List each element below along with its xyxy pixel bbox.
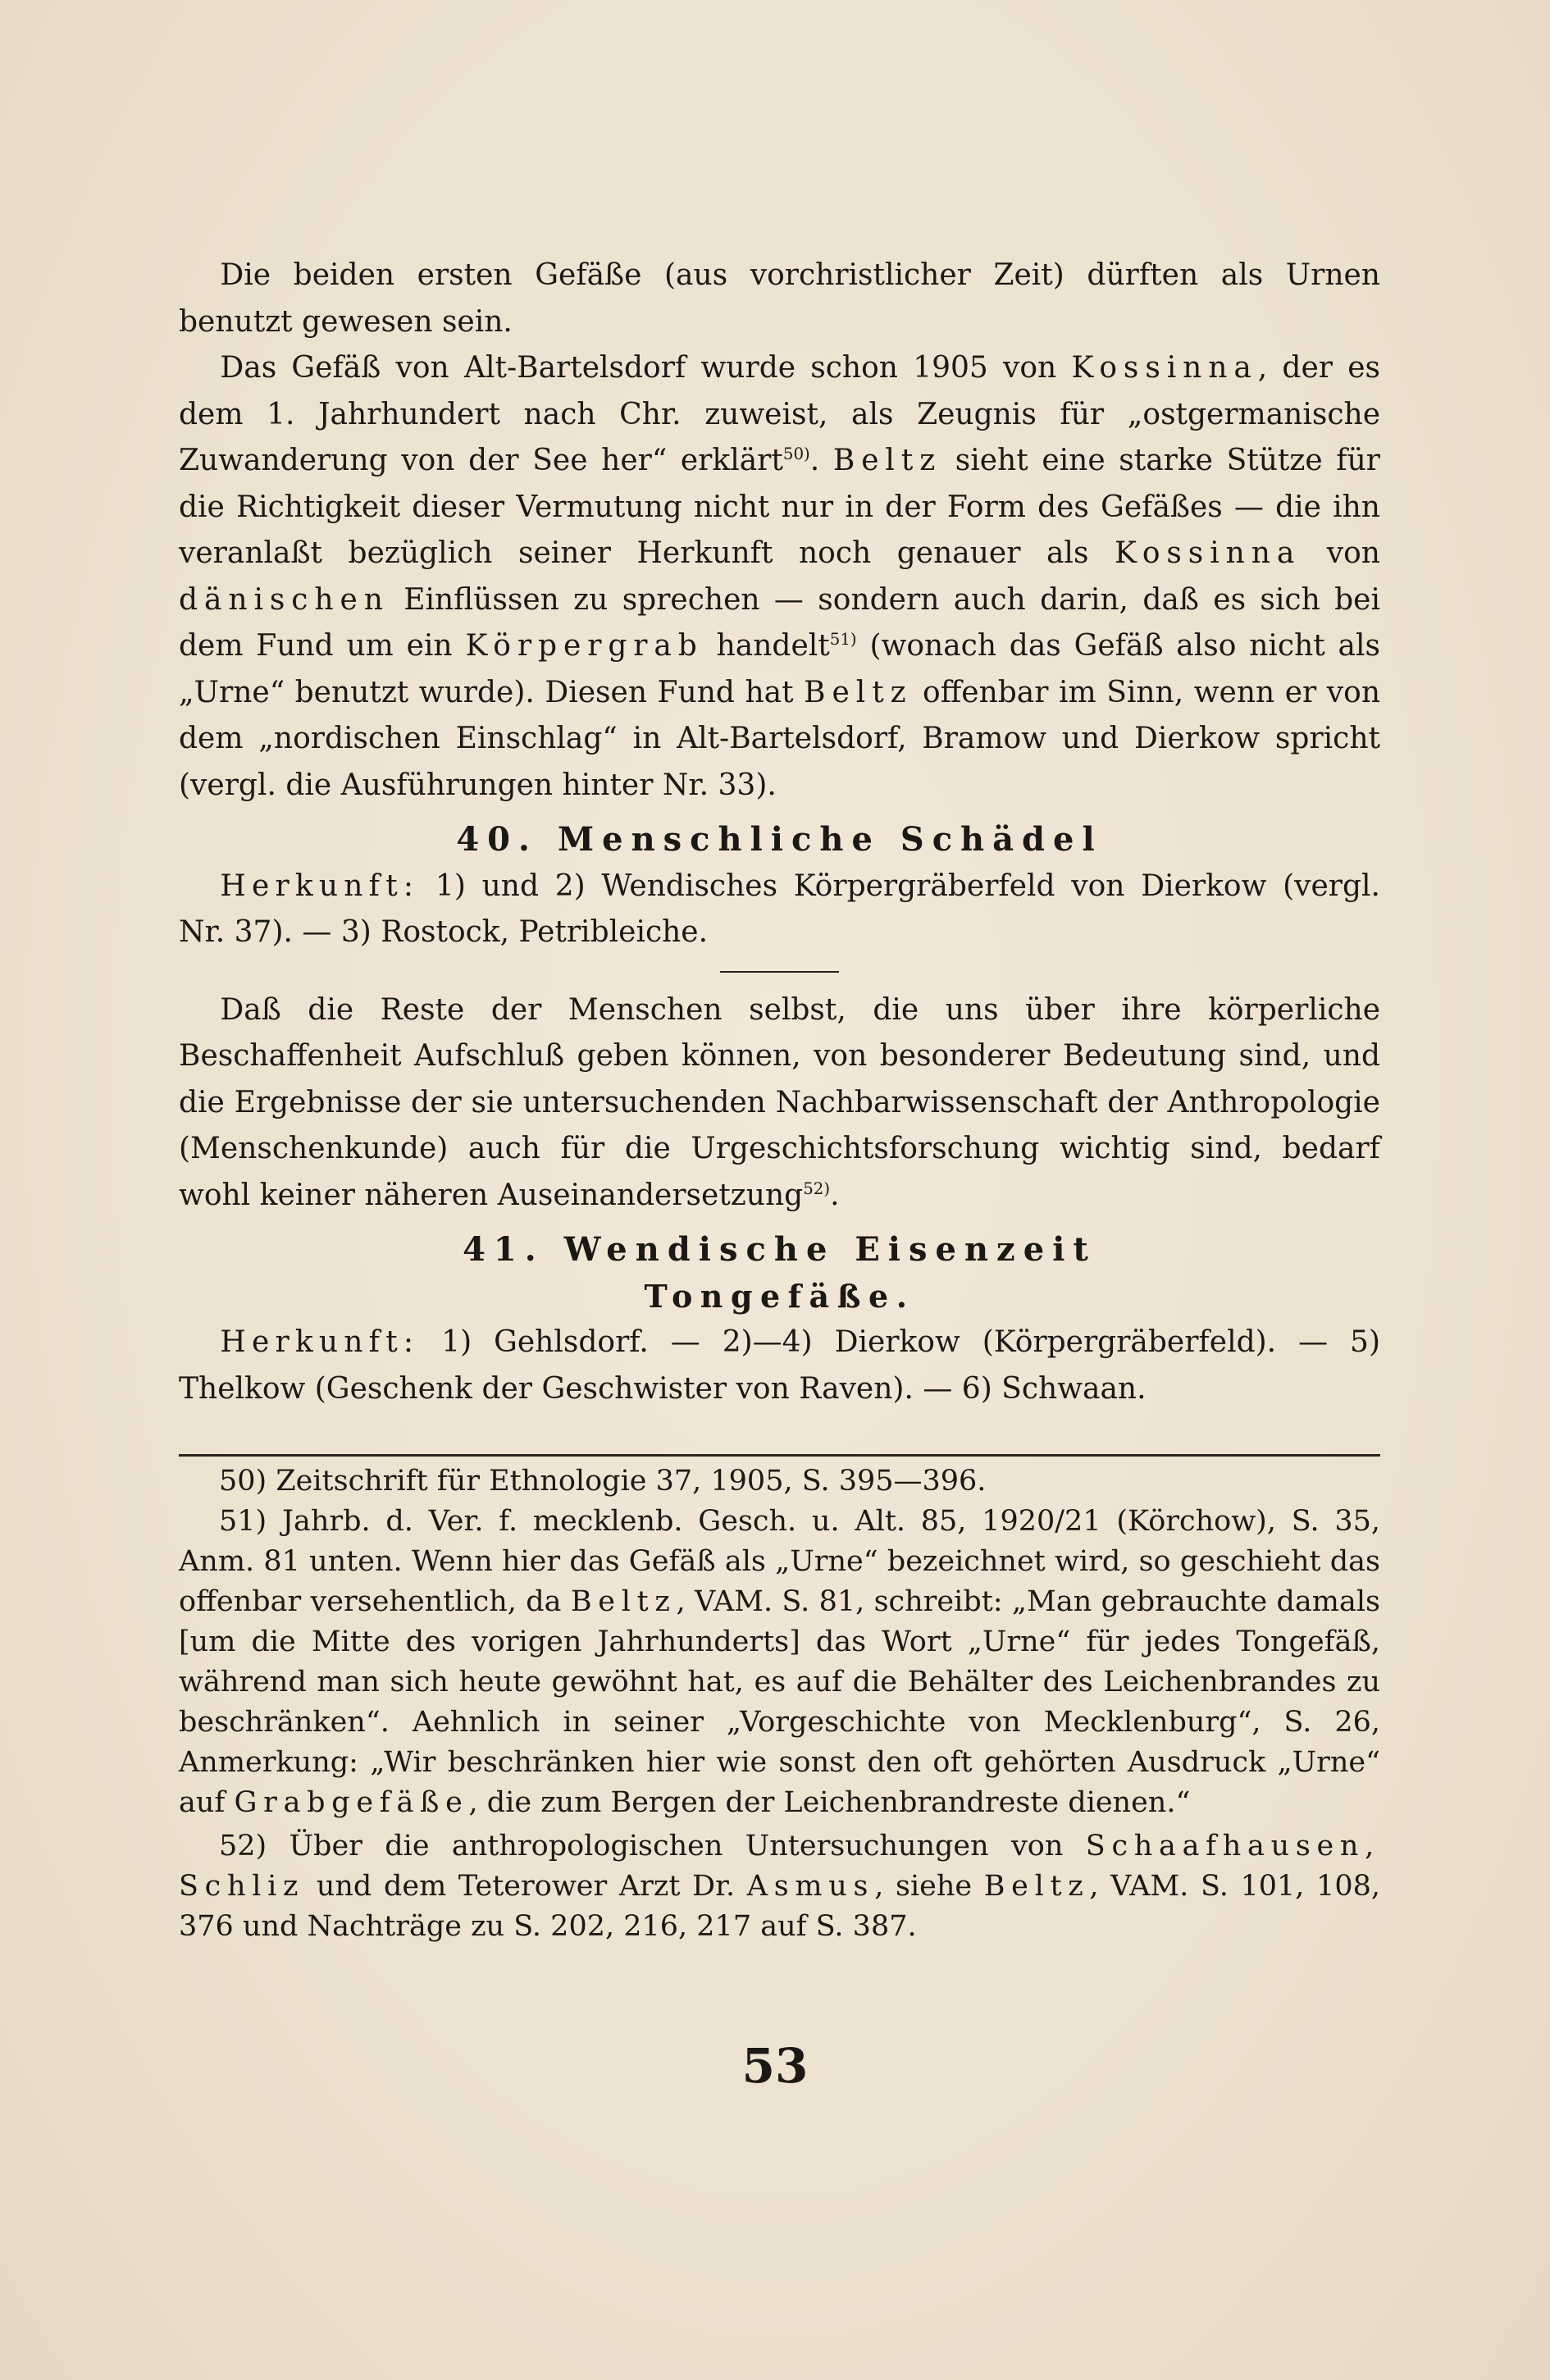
paragraph-alt-bartelsdorf [179,345,1380,809]
herkunft-text: 1) und 2) Wendisches Körpergräberfeld von Dierkow (vergl. Nr. 37). — 3) Rostock, Petribleiche. [179,869,1380,949]
name-kossinna: Kossinna [1071,351,1258,385]
section-title: Menschliche Schädel [557,820,1103,859]
text-run: Das Gefäß von Alt-Bartelsdorf wurde schon 1905 von [220,351,1057,385]
herkunft-41 [179,1320,1380,1412]
text-run: handelt [716,629,830,663]
footnote-ref-52: 52) [803,1179,831,1198]
paragraph-anthropologie [179,987,1380,1220]
footnote-50: 50) Zeitschrift für Ethnologie 37, 1905, S. 395—396. [219,1465,987,1498]
name-asmus: Asmus [746,1870,875,1903]
names-schaafhausen-schliz: Schaafhausen, Schliz [179,1830,1380,1903]
page-number: 53 [741,2038,809,2094]
section-number: 41. [463,1230,545,1269]
main-text [179,253,1380,1412]
text-run: 51) Jahrb. d. Ver. f. mecklenb. Gesch. u. Alt. 85, 1920/21 (Körchow), S. 35, Anm. 81 unten. Wenn hier das Gefäß als „Urne“ bezeichnet wird, so geschieht das offenbar versehentlich, da [179,1505,1380,1618]
section-title: Wendische Eisenzeit [563,1230,1096,1269]
herkunft-text: 1) Gehlsdorf. — 2)—4) Dierkow (Körpergräberfeld). — 5) Thelkow (Geschenk der Geschwister von Raven). — 6) Schwaan. [179,1325,1381,1406]
text-run: , VAM. S. 101, 108, 376 und Nachträge zu S. 202, 216, 217 auf S. 387. [179,1870,1380,1943]
emphasis-koerpergrab: Körpergrab [465,629,704,663]
text-run: , VAM. S. 81, schreibt: „Man gebrauchte damals [um die Mitte des vorigen Jahrhunderts] das Wort „Urne“ für jedes Tongefäß, während man sich heute gewöhnt hat, es auf die Behälter des Leichenbrandes zu beschränken“. Aehnlich in seiner „Vorgeschichte von Mecklenburg“, S. 26, Anmerkung: „Wir beschränken hier wie sonst den oft gehörten Ausdruck „Urne“ auf [179,1585,1380,1819]
text-run: , siehe [874,1870,973,1903]
name-beltz: Beltz [983,1870,1090,1903]
footnote-separator [179,1454,1380,1457]
divider [720,971,839,973]
herkunft-label: Herkunft: [220,1325,420,1359]
footnote-ref-51: 51) [829,630,857,649]
text-run: offenbar im Sinn, wenn er von dem „nordischen Einschlag“ in Alt-Bartelsdorf, Bramow und Dierkow spricht (vergl. die Ausführungen hinter Nr. 33). [179,675,1380,802]
section-heading-40 [179,817,1380,864]
text-run: 52) Über die anthropologischen Untersuchungen von [219,1830,1064,1863]
section-heading-41 [179,1227,1380,1274]
paragraph-urnen [179,253,1380,345]
text-run: , der es dem 1. Jahrhundert nach Chr. zuweist, als Zeugnis für „ostgermanische Zuwanderung von der See her“ erklärt [179,351,1380,477]
name-beltz: Beltz [804,675,913,709]
footnote-ref-50: 50) [782,445,810,463]
section-subheading-41: Tongefäße. [644,1277,915,1315]
text-run: und dem Teterower Arzt Dr. [316,1870,736,1903]
text-run: , die zum Bergen der Leichenbrandreste dienen.“ [468,1786,1191,1819]
herkunft-label: Herkunft: [220,869,420,903]
text-run: Daß die Reste der Menschen selbst, die uns über ihre körperliche Beschaffenheit Aufschluß geben können, von besonderer Bedeutung sind, und die Ergebnisse der sie untersuchenden Nachbarwissenschaft der Anthropologie (Menschenkunde) auch für die Urgeschichtsforschung wichtig sind, bedarf wohl keiner näheren Auseinandersetzung [179,992,1380,1212]
text-run: (wonach das Gefäß also nicht als „Urne“ benutzt wurde). Diesen Fund hat [179,629,1380,709]
paragraph-urnen-text: Die beiden ersten Gefäße (aus vorchristlicher Zeit) dürften als Urnen benutzt gewesen sein. [179,258,1380,339]
herkunft-40 [179,864,1380,956]
text-run: . [830,1178,840,1212]
footnote-51 [179,1502,1380,1823]
section-number: 40. [456,820,538,859]
text-run: . [809,444,820,477]
text-run: von [1326,536,1380,570]
name-beltz: Beltz [832,444,942,477]
name-kossinna: Kossinna [1114,536,1302,570]
text-run: sieht eine starke Stütze für die Richtigkeit dieser Vermutung nicht nur in der Form des Gefäßes — die ihn veranlaßt bezüglich seiner Herkunft noch genauer als [179,444,1381,570]
text-run: Einflüssen zu sprechen — sondern auch darin, daß es sich bei dem Fund um ein [179,582,1380,663]
name-beltz: Beltz [570,1585,677,1618]
footnote-52 [179,1826,1380,1947]
emphasis-daenischen: dänischen [179,582,390,617]
emphasis-grabgefaesse: Grabgefäße [234,1786,469,1819]
footnotes [179,1461,1380,1947]
